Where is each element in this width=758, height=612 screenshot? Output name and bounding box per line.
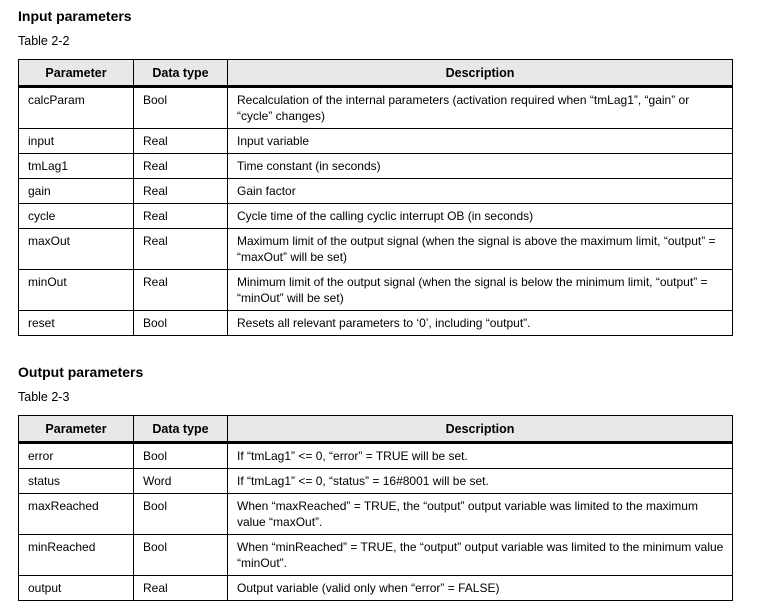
type-cell: Real <box>134 576 228 601</box>
column-header-parameter: Parameter <box>19 60 134 87</box>
desc-cell: Resets all relevant parameters to ‘0’, including “output”. <box>228 311 733 336</box>
table-row <box>19 204 733 229</box>
type-cell: Word <box>134 469 228 494</box>
desc-cell: If “tmLag1” <= 0, “status” = 16#8001 will be set. <box>228 469 733 494</box>
table-row <box>19 129 733 154</box>
param-cell: maxReached <box>19 494 134 535</box>
table-row <box>19 311 733 336</box>
param-cell: tmLag1 <box>19 154 134 179</box>
section-input-parameters <box>18 9 745 336</box>
section-output-parameters <box>18 365 745 601</box>
section-heading-input-parameters: Input parameters <box>18 8 132 24</box>
column-header-description: Description <box>228 60 733 87</box>
section-heading-output-parameters: Output parameters <box>18 364 144 380</box>
type-cell: Bool <box>134 311 228 336</box>
param-cell: minReached <box>19 535 134 576</box>
desc-cell: Output variable (valid only when “error” = FALSE) <box>228 576 733 601</box>
desc-cell: Time constant (in seconds) <box>228 154 733 179</box>
table-row <box>19 535 733 576</box>
param-cell: gain <box>19 179 134 204</box>
type-cell: Real <box>134 270 228 311</box>
output-parameters-table <box>18 415 733 601</box>
param-cell: calcParam <box>19 87 134 129</box>
table-row <box>19 270 733 311</box>
column-header-data-type: Data type <box>134 416 228 443</box>
desc-cell: When “maxReached” = TRUE, the “output” output variable was limited to the maximum value “maxOut”. <box>228 494 733 535</box>
column-header-parameter: Parameter <box>19 416 134 443</box>
table-row <box>19 469 733 494</box>
desc-cell: Recalculation of the internal parameters (activation required when “tmLag1”, “gain” or “cycle” changes) <box>228 87 733 129</box>
table-row <box>19 229 733 270</box>
type-cell: Real <box>134 129 228 154</box>
desc-cell: If “tmLag1” <= 0, “error” = TRUE will be set. <box>228 443 733 469</box>
table-row <box>19 87 733 129</box>
type-cell: Bool <box>134 535 228 576</box>
param-cell: status <box>19 469 134 494</box>
table-row <box>19 494 733 535</box>
input-parameters-table <box>18 59 733 336</box>
type-cell: Real <box>134 179 228 204</box>
table-row <box>19 443 733 469</box>
param-cell: error <box>19 443 134 469</box>
table-header-row <box>19 416 733 443</box>
param-cell: output <box>19 576 134 601</box>
table-row <box>19 154 733 179</box>
desc-cell: Cycle time of the calling cyclic interrupt OB (in seconds) <box>228 204 733 229</box>
type-cell: Bool <box>134 494 228 535</box>
table-header-row <box>19 60 733 87</box>
type-cell: Real <box>134 204 228 229</box>
column-header-description: Description <box>228 416 733 443</box>
table-row <box>19 179 733 204</box>
desc-cell: Gain factor <box>228 179 733 204</box>
type-cell: Real <box>134 154 228 179</box>
desc-cell: Maximum limit of the output signal (when the signal is above the maximum limit, “output” = “maxOut” will be set) <box>228 229 733 270</box>
type-cell: Real <box>134 229 228 270</box>
param-cell: reset <box>19 311 134 336</box>
param-cell: maxOut <box>19 229 134 270</box>
type-cell: Bool <box>134 87 228 129</box>
table-row <box>19 576 733 601</box>
type-cell: Bool <box>134 443 228 469</box>
param-cell: input <box>19 129 134 154</box>
param-cell: cycle <box>19 204 134 229</box>
desc-cell: Input variable <box>228 129 733 154</box>
param-cell: minOut <box>19 270 134 311</box>
column-header-data-type: Data type <box>134 60 228 87</box>
table-caption-2-2: Table 2-2 <box>18 34 70 48</box>
desc-cell: When “minReached” = TRUE, the “output” output variable was limited to the minimum value “minOut”. <box>228 535 733 576</box>
desc-cell: Minimum limit of the output signal (when the signal is below the minimum limit, “output” = “minOut” will be set) <box>228 270 733 311</box>
table-caption-2-3: Table 2-3 <box>18 390 70 404</box>
